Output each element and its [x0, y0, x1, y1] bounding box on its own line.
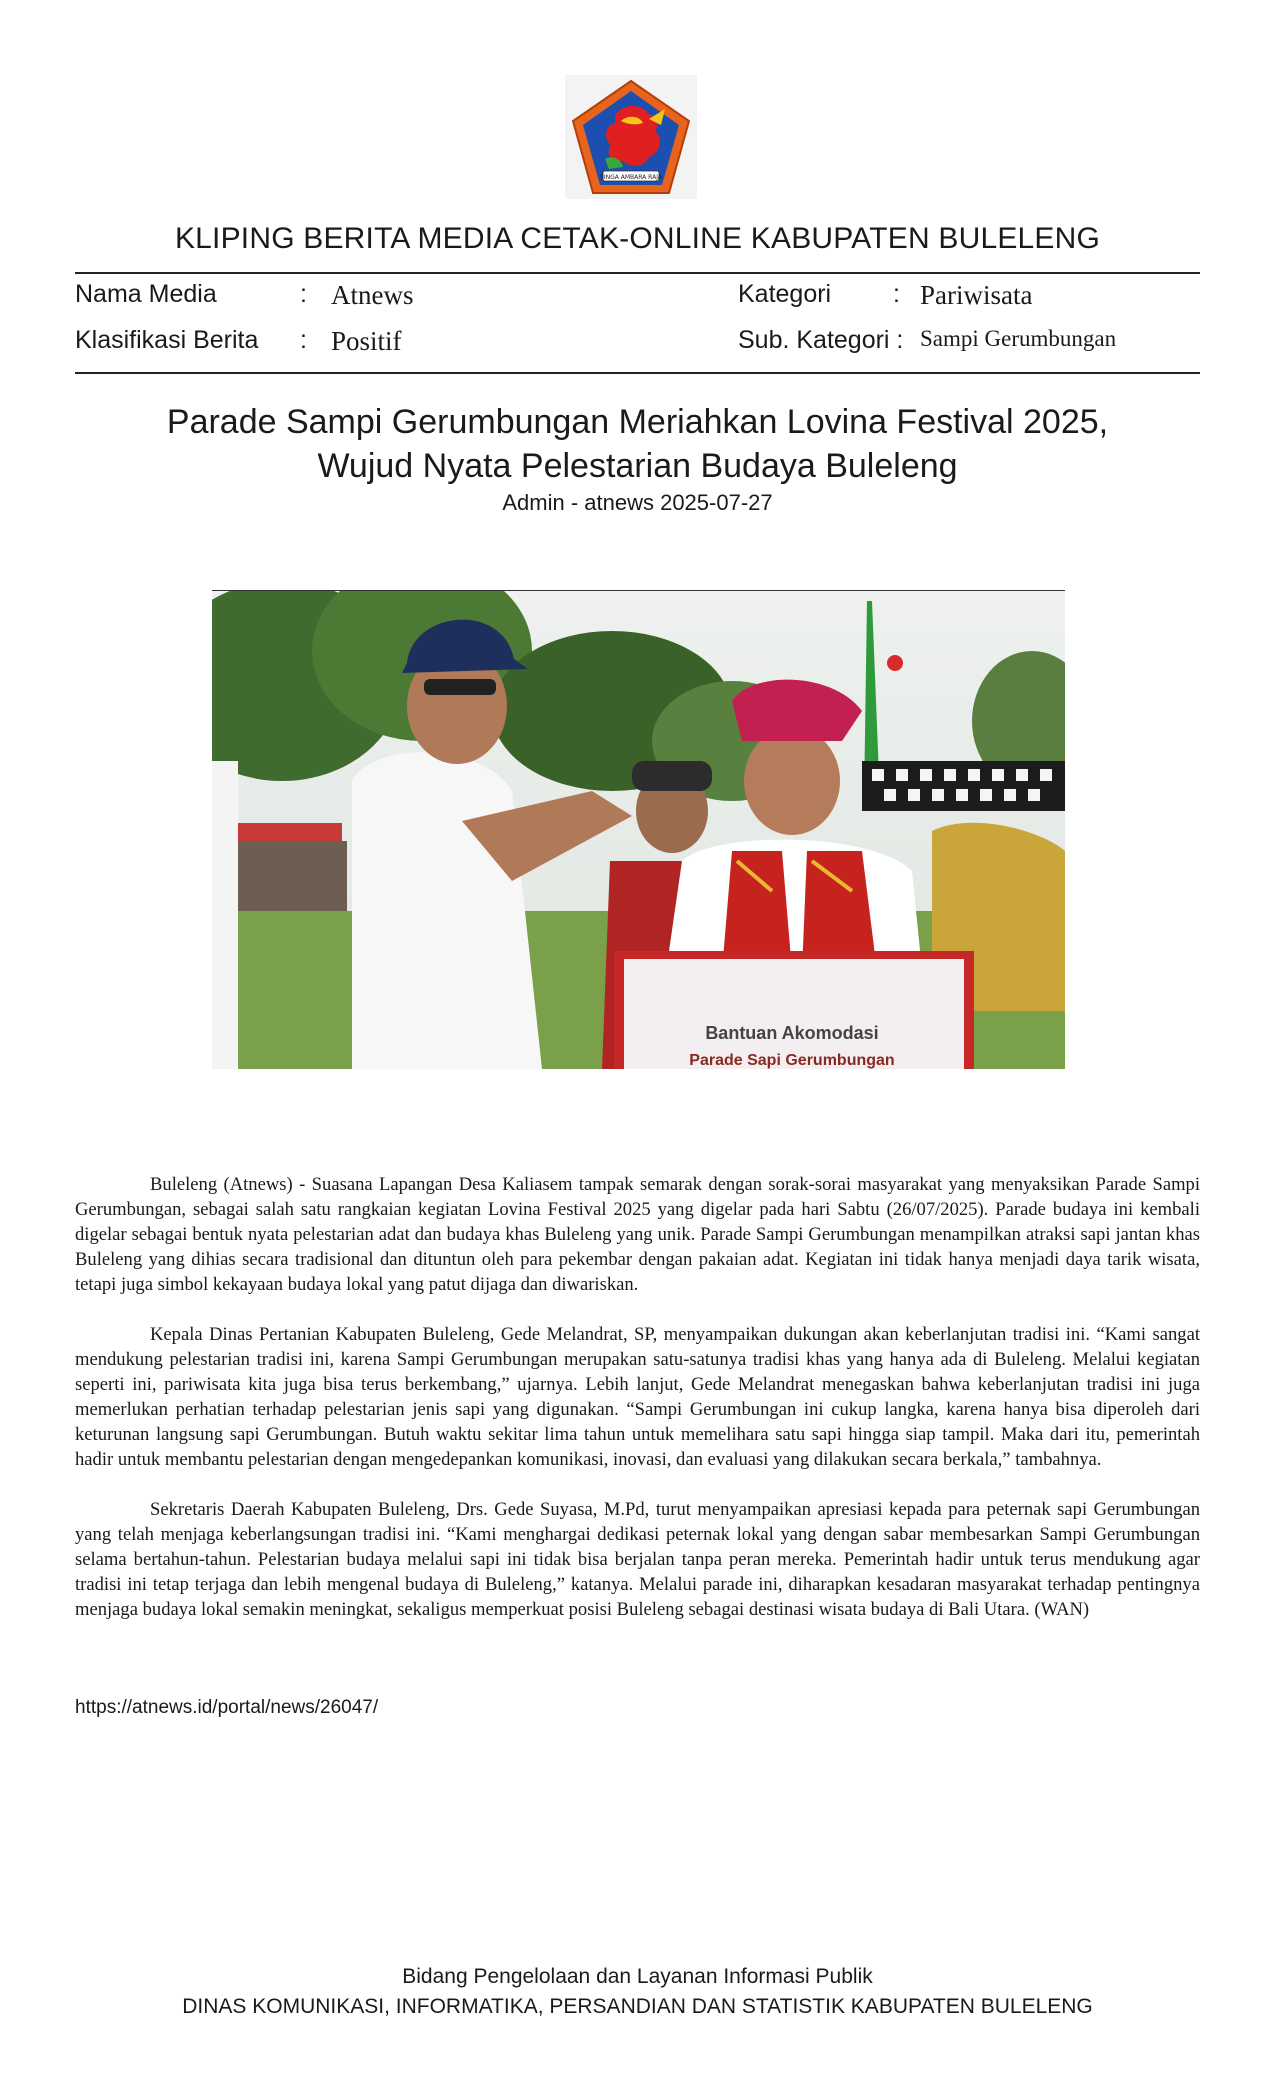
- bottom-divider: [75, 372, 1200, 374]
- classification-label: Klasifikasi Berita: [75, 326, 259, 354]
- media-name-label: Nama Media: [75, 280, 217, 308]
- category-colon: :: [893, 280, 900, 308]
- article-paragraph-2: Kepala Dinas Pertanian Kabupaten Buleleng, Gede Melandrat, SP, menyampaikan dukungan akan keberlanjutan tradisi ini. “Kami sangat mendukung pelestarian tradisi ini, karena Sampi Gerumbungan merupakan satu-satunya tradisi khas yang hanya ada di Buleleng. Melalui kegiatan seperti ini, pariwisata kita juga bisa terus berkembang,” ujarnya. Lebih lanjut, Gede Melandrat menegaskan bahwa keberlanjutan tradisi ini juga memerlukan perhatian terhadap pelestarian jenis sapi yang digunakan. “Sampi Gerumbungan ini cukup langka, karena hanya bisa diperoleh dari keturunan langsung sapi Gerumbungan. Butuh waktu sekitar lima tahun untuk memelihara satu sapi hingga siap tampil. Maka dari itu, pemerintah hadir untuk membantu pelestarian dengan mengedepankan komunikasi, inovasi, dan evaluasi yang dilakukan secara berkala,” tambahnya.: [75, 1324, 1200, 1470]
- document-heading: KLIPING BERITA MEDIA CETAK-ONLINE KABUPATEN BULELENG: [174, 222, 1101, 255]
- article-body: [75, 1172, 1200, 1647]
- article-paragraph-3: Sekretaris Daerah Kabupaten Buleleng, Drs. Gede Suyasa, M.Pd, turut menyampaikan apresiasi kepada para peternak sapi Gerumbungan yang telah menjaga keberlangsungan tradisi ini. “Kami menghargai dedikasi peternak lokal yang dengan sabar membesarkan Sampi Gerumbungan selama bertahun-tahun. Pelestarian budaya melalui sapi ini tidak bisa berjalan tanpa peran mereka. Pemerintah hadir untuk terus mendukung agar tradisi ini tetap terjaga dan lebih mengenal budaya di Buleleng,” katanya. Melalui parade ini, diharapkan kesadaran masyarakat terhadap pentingnya menjaga budaya lokal semakin meningkat, sekaligus memperkuat posisi Buleleng sebagai destinasi wisata budaya di Bali Utara. (WAN): [75, 1499, 1200, 1620]
- classification-value: Positif: [331, 326, 402, 356]
- article-paragraph-1: Buleleng (Atnews) - Suasana Lapangan Desa Kaliasem tampak semarak dengan sorak-sorai masyarakat yang menyaksikan Parade Sampi Gerumbungan, sebagai salah satu rangkaian kegiatan Lovina Festival 2025 yang digelar pada hari Sabtu (26/07/2025). Parade budaya ini kembali digelar sebagai bentuk nyata pelestarian adat dan budaya khas Buleleng yang unik. Parade Sampi Gerumbungan menampilkan atraksi sapi jantan khas Buleleng yang dihias secara tradisional dan dituntun oleh para pekembar dengan pakaian adat. Kegiatan ini tidak hanya menjadi daya tarik wisata, tetapi juga simbol kekayaan budaya lokal yang patut dijaga dan diwariskan.: [75, 1174, 1200, 1295]
- article-title-line1: Parade Sampi Gerumbungan Meriahkan Lovina Festival 2025,: [166, 403, 1109, 441]
- source-link[interactable]: https://atnews.id/portal/news/26047/: [75, 1697, 379, 1718]
- subcategory-value: Sampi Gerumbungan: [920, 326, 1117, 351]
- footer-line2: DINAS KOMUNIKASI, INFORMATIKA, PERSANDIAN DAN STATISTIK KABUPATEN BULELENG: [182, 1995, 1093, 2018]
- photo-banner-line1: Bantuan Akomodasi: [705, 1023, 879, 1043]
- top-divider: [75, 272, 1200, 274]
- category-label: Kategori: [738, 280, 832, 308]
- buleleng-crest-logo: [565, 75, 697, 199]
- article-byline: Admin - atnews 2025-07-27: [502, 490, 773, 515]
- media-name-colon: :: [300, 280, 307, 308]
- logo-motto-text: SINGA AMBARA RAJA: [600, 174, 662, 181]
- footer-line1: Bidang Pengelolaan dan Layanan Informasi Publik: [402, 1965, 873, 1988]
- media-name-value: Atnews: [331, 280, 414, 310]
- document-footer: [0, 1962, 1275, 2022]
- article-title-line2: Wujud Nyata Pelestarian Budaya Buleleng: [317, 447, 958, 485]
- classification-colon: :: [300, 326, 307, 354]
- photo-banner-line2: Parade Sapi Gerumbungan: [689, 1052, 895, 1069]
- article-title: [0, 400, 1275, 488]
- article-photo: [212, 590, 1065, 1069]
- category-value: Pariwisata: [920, 280, 1033, 310]
- subcategory-label: Sub. Kategori :: [738, 326, 904, 354]
